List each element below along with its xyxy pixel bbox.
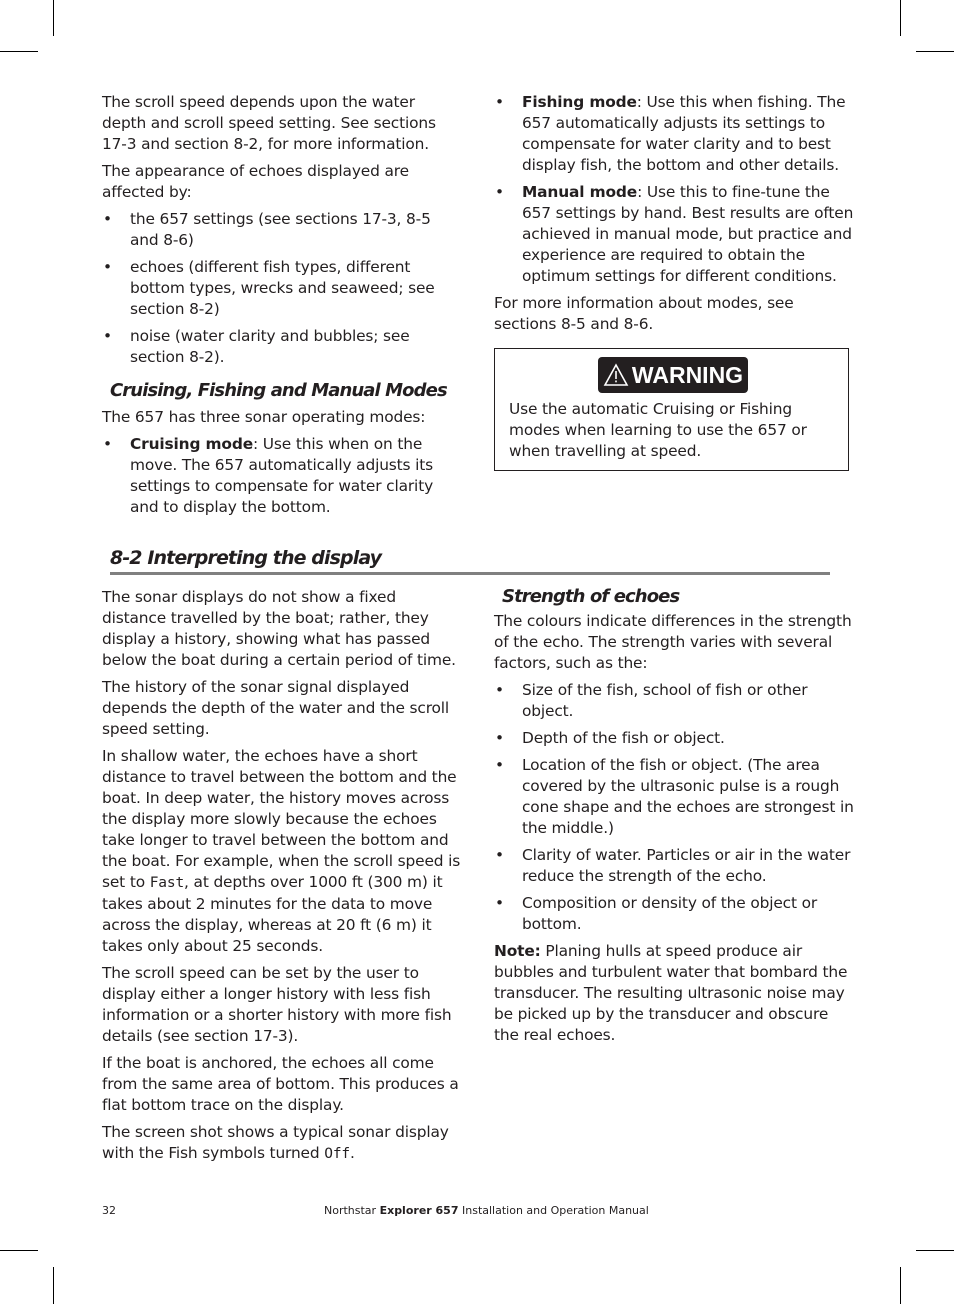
bullet-list (102, 434, 462, 518)
note-paragraph (494, 941, 856, 1046)
text-run: , at depths over 1000 ft (300 m) it takes about 2 minutes for the data to move across the display, whereas at 20 ft (6 m) it takes only about 25 seconds. (102, 873, 443, 955)
paragraph: The scroll speed depends upon the water depth and scroll speed setting. See sections 17-3 and section 8-2, for more information. (102, 93, 436, 153)
list-item: • Clarity of water. Particles or air in the water reduce the strength of the echo. (494, 845, 856, 887)
code-text: Fast (149, 875, 185, 891)
definition: : Use this when fishing. The 657 automatically adjusts its settings to compensate for water clarity and to best display fish, the bottom and other details. (522, 93, 846, 174)
text-run: The screen shot shows a typical sonar display with the Fish symbols turned (102, 1123, 449, 1162)
page-number: 32 (102, 1204, 116, 1217)
footer-title (324, 1204, 649, 1217)
list-item: • Location of the fish or object. (The area covered by the ultrasonic pulse is a rough cone shape and the echoes are strongest in the middle.) (494, 755, 856, 839)
paragraph: The scroll speed can be set by the user to display either a longer history with less fish information or a shorter history with more fish details (see section 17-3). (102, 964, 452, 1045)
list-item: • noise (water clarity and bubbles; see section 8-2). (102, 326, 462, 368)
subsection-heading: Strength of echoes (502, 586, 680, 607)
top-left-column (102, 92, 462, 524)
footer-suffix: Installation and Operation Manual (458, 1204, 649, 1217)
paragraph: The appearance of echoes displayed are affected by: (102, 162, 409, 201)
bottom-right-column (494, 576, 856, 1052)
paragraph: The 657 has three sonar operating modes: (102, 408, 426, 426)
crop-mark (53, 1267, 54, 1304)
crop-mark (0, 51, 38, 52)
footer-brand: Northstar (324, 1204, 380, 1217)
paragraph: The sonar displays do not show a fixed distance travelled by the boat; rather, they display a history, showing what has passed below the boat during a certain period of time. (102, 588, 456, 669)
bullet-list (102, 209, 462, 368)
note-text: Planing hulls at speed produce air bubbles and turbulent water that bombard the transducer. The resulting ultrasonic noise may be picked up by the transducer and obscure the real echoes. (494, 942, 848, 1044)
crop-mark (916, 1250, 954, 1251)
warning-box (494, 348, 849, 471)
crop-mark (900, 0, 901, 36)
bullet-list (494, 92, 854, 287)
warning-text: Use the automatic Cruising or Fishing modes when learning to use the 657 or when travelling at speed. (509, 400, 807, 460)
definition: : Use this to fine-tune the 657 settings by hand. Best results are often achieved in manual mode, but practice and experience are required to obtain the optimum settings for different conditions. (522, 183, 854, 285)
paragraph: The colours indicate differences in the strength of the echo. The strength varies with several factors, such as the: (494, 612, 852, 672)
paragraph (102, 746, 462, 957)
warning-label: WARNING (631, 361, 744, 388)
subsection-heading: Cruising, Fishing and Manual Modes (110, 380, 447, 401)
term: Fishing mode (522, 93, 637, 111)
bottom-left-column (102, 587, 462, 1171)
list-item (494, 92, 854, 176)
bullet-list (494, 680, 856, 935)
crop-mark (53, 0, 54, 36)
term: Manual mode (522, 183, 638, 201)
crop-mark (0, 1250, 38, 1251)
crop-mark (916, 51, 954, 52)
section-heading: 8-2 Interpreting the display (110, 547, 830, 575)
paragraph: For more information about modes, see sections 8-5 and 8-6. (494, 294, 794, 333)
list-item (494, 182, 854, 287)
warning-triangle-icon (603, 363, 629, 387)
warning-badge (598, 357, 748, 393)
code-text: Off (324, 1146, 350, 1162)
paragraph (102, 1122, 462, 1165)
list-item: • Composition or density of the object or bottom. (494, 893, 856, 935)
list-item: • echoes (different fish types, different bottom types, wrecks and seaweed; see section 8-2) (102, 257, 462, 320)
paragraph: If the boat is anchored, the echoes all come from the same area of bottom. This produces a flat bottom trace on the display. (102, 1054, 459, 1114)
footer-product: Explorer 657 (379, 1204, 459, 1217)
crop-mark (900, 1267, 901, 1304)
term: Cruising mode (130, 435, 254, 453)
definition: : Use this when on the move. The 657 automatically adjusts its settings to compensate for water clarity and to display the bottom. (130, 435, 434, 516)
text-run: . (350, 1144, 355, 1162)
note-label: Note: (494, 942, 541, 960)
list-item: • Size of the fish, school of fish or other object. (494, 680, 856, 722)
list-item: • Depth of the fish or object. (494, 728, 856, 749)
list-item: • the 657 settings (see sections 17-3, 8-5 and 8-6) (102, 209, 462, 251)
paragraph: The history of the sonar signal displayed depends the depth of the water and the scroll speed setting. (102, 678, 450, 738)
text-run: In shallow water, the echoes have a short distance to travel between the bottom and the boat. In deep water, the history moves across the display more slowly because the echoes take longer to travel between the bottom and the boat. For example, when the scroll speed is set to (102, 747, 461, 891)
list-item (102, 434, 462, 518)
top-right-column (494, 92, 854, 341)
